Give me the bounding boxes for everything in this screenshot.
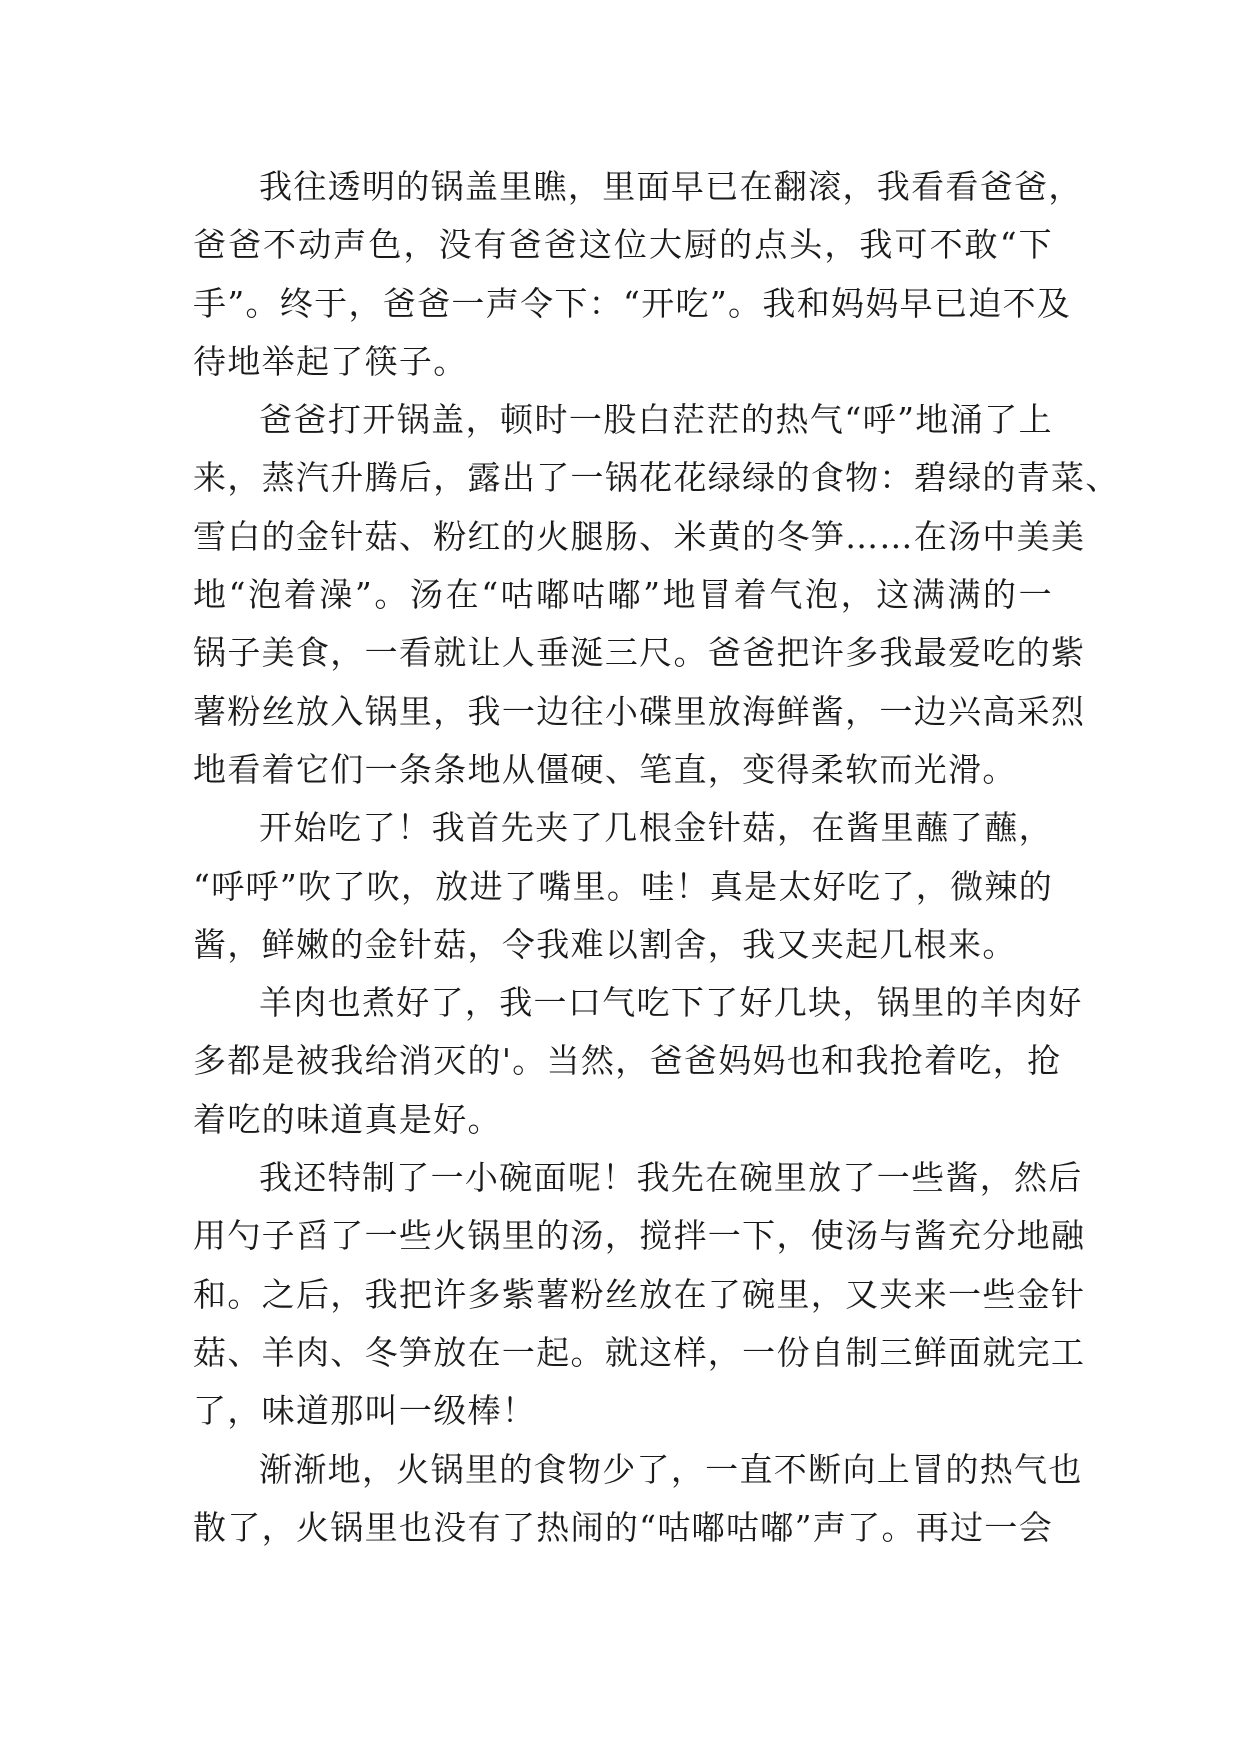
- paragraph-4-line-3: 着吃的味道真是好。: [193, 1099, 502, 1139]
- paragraph-4-line-2: 多都是被我给消灭的'。当然，爸爸妈妈也和我抢着吃，抢: [193, 1041, 1062, 1081]
- paragraph-5-line-4: 菇、羊肉、冬笋放在一起。就这样，一份自制三鲜面就完工: [193, 1332, 1086, 1372]
- paragraph-1-line-4: 待地举起了筷子。: [193, 341, 468, 381]
- paragraph-5-line-2: 用勺子舀了一些火锅里的汤，搅拌一下，使汤与酱充分地融: [193, 1216, 1086, 1256]
- paragraph-2-line-5: 锅子美食，一看就让人垂涎三尺。爸爸把许多我最爱吃的紫: [193, 633, 1086, 673]
- paragraph-2-line-3: 雪白的金针菇、粉红的火腿肠、米黄的冬笋……在汤中美美: [193, 516, 1086, 556]
- paragraph-2-line-1: 爸爸打开锅盖，顿时一股白茫茫的热气“呼”地涌了上: [259, 400, 1053, 440]
- paragraph-5-line-1: 我还特制了一小碗面呢！我先在碗里放了一些酱，然后: [259, 1158, 1083, 1198]
- paragraph-3-line-2: “呼呼”吹了吹，放进了嘴里。哇！真是太好吃了，微辣的: [193, 866, 1054, 906]
- paragraph-1-line-1: 我往透明的锅盖里瞧，里面早已在翻滚，我看看爸爸，: [259, 167, 1083, 206]
- paragraph-2-line-6: 薯粉丝放入锅里，我一边往小碟里放海鲜酱，一边兴高采烈: [193, 691, 1086, 731]
- paragraph-2-line-4: 地“泡着澡”。汤在“咕嘟咕嘟”地冒着气泡，这满满的一: [193, 575, 1053, 615]
- paragraph-2-line-2: 来，蒸汽升腾后，露出了一锅花花绿绿的食物：碧绿的青菜、: [193, 458, 1120, 498]
- paragraph-5-line-3: 和。之后，我把许多紫薯粉丝放在了碗里，又夹来一些金针: [193, 1274, 1086, 1314]
- paragraph-5-line-5: 了，味道那叫一级棒！: [193, 1391, 537, 1431]
- paragraph-4-line-1: 羊肉也煮好了，我一口气吃下了好几块，锅里的羊肉好: [259, 983, 1083, 1023]
- paragraph-2-line-7: 地看着它们一条条地从僵硬、笔直，变得柔软而光滑。: [193, 749, 1017, 789]
- paragraph-3-line-3: 酱，鲜嫩的金针菇，令我难以割舍，我又夹起几根来。: [193, 924, 1017, 964]
- paragraph-6-line-1: 渐渐地，火锅里的食物少了，一直不断向上冒的热气也: [259, 1449, 1083, 1489]
- paragraph-6-line-2: 散了，火锅里也没有了热闹的“咕嘟咕嘟”声了。再过一会: [193, 1507, 1054, 1547]
- paragraph-1-line-2: 爸爸不动声色，没有爸爸这位大厨的点头，我可不敢“下: [193, 225, 1053, 265]
- document-body: [193, 158, 1120, 1557]
- paragraph-1-line-3: 手”。终于，爸爸一声令下：“开吃”。我和妈妈早已迫不及: [193, 283, 1072, 323]
- paragraph-3-line-1: 开始吃了！我首先夹了几根金针菇，在酱里蘸了蘸，: [259, 808, 1053, 848]
